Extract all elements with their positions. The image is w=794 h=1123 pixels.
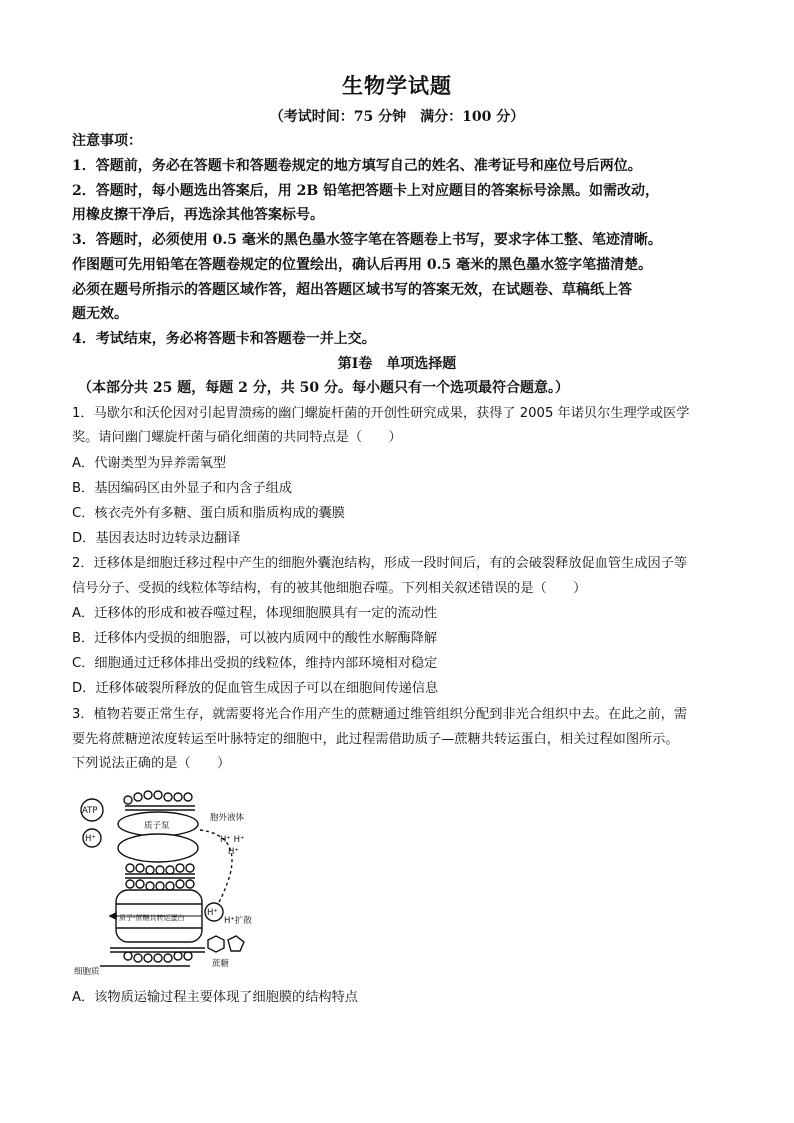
cytoplasm-label: 细胞质 xyxy=(74,967,100,977)
notice-line: 必须在题号所指示的答题区域作答，超出答题区域书写的答案无效，在试题卷、草稿纸上答 xyxy=(72,282,632,298)
sucrose-hexagon xyxy=(208,936,224,952)
atp-label: ATP xyxy=(82,806,98,816)
question-1-option-a: A．代谢类型为异养需氧型 xyxy=(72,456,227,471)
notice-line: 用橡皮擦干净后，再选涂其他答案标号。 xyxy=(72,207,324,223)
proton-single-label: H⁺ xyxy=(228,847,239,857)
sucrose-label: 蔗糖 xyxy=(212,959,230,969)
page-title: 生物学试题 xyxy=(342,73,452,98)
section-title: 第Ⅰ卷 单项选择题 xyxy=(337,356,457,372)
notice-line: 作图题可先用铅笔在答题卷规定的位置绘出，确认后再用 0.5 毫米的黑色墨水签字笔描清楚。 xyxy=(72,257,653,273)
question-3-stem: 下列说法正确的是（ ） xyxy=(72,756,231,771)
question-1-option-c: C．核衣壳外有多糖、蛋白质和脂质构成的囊膜 xyxy=(72,506,345,521)
question-2-option-c: C．细胞通过迁移体排出受损的线粒体，维持内部环境相对稳定 xyxy=(72,656,438,671)
question-1-option-d: D．基因表达时边转录边翻译 xyxy=(72,531,241,546)
lipid-bilayer-top xyxy=(124,791,195,810)
section-note: （本部分共 25 题，每题 2 分，共 50 分。每小题只有一个选项最符合题意。） xyxy=(78,380,569,396)
question-1-option-b: B．基因编码区由外显子和内含子组成 xyxy=(72,481,293,496)
question-2-option-d: D．迁移体破裂所释放的促血管生成因子可以在细胞间传递信息 xyxy=(72,681,439,696)
membrane-transport-diagram xyxy=(70,780,270,980)
question-3-option-a: A．该物质运输过程主要体现了细胞膜的结构特点 xyxy=(72,990,358,1005)
notice-line: 1．答题前，务必在答题卡和答题卷规定的地方填写自己的姓名、准考证号和座位号后两位。 xyxy=(72,158,642,174)
outside-label: 胞外液体 xyxy=(210,813,245,823)
exam-time-info: （考试时间：75 分钟 满分：100 分） xyxy=(269,109,525,125)
cotransporter-label: 质子-蔗糖共转运蛋白 xyxy=(119,914,185,922)
question-2-option-b: B．迁移体内受损的细胞器，可以被内质网中的酸性水解酶降解 xyxy=(72,631,438,646)
notice-line: 4．考试结束，务必将答题卡和答题卷一并上交。 xyxy=(72,331,376,347)
notice-line: 题无效。 xyxy=(72,306,128,322)
proton-label: H⁺ xyxy=(85,834,96,844)
question-2-stem: 2．迁移体是细胞迁移过程中产生的细胞外囊泡结构，形成一段时间后，有的会破裂释放促血管生成因子等 xyxy=(72,556,688,571)
pump-label: 质子泵 xyxy=(144,821,170,831)
notice-line: 2．答题时，每小题选出答案后，用 2B 铅笔把答题卡上对应题目的答案标号涂黑。如需改动， xyxy=(72,183,660,199)
question-3-stem: 要先将蔗糖逆浓度转运至叶脉特定的细胞中，此过程需借助质子—蔗糖共转运蛋白，相关过程如图所示。 xyxy=(72,732,679,747)
proton-label-2: H⁺ xyxy=(207,908,218,918)
question-2-stem: 信号分子、受损的线粒体等结构，有的被其他细胞吞噬。下列相关叙述错误的是（ ） xyxy=(72,581,587,596)
diffuse-label: H⁺扩散 xyxy=(224,916,252,926)
question-1-stem: 1．马歇尔和沃伦因对引起胃溃疡的幽门螺旋杆菌的开创性研究成果，获得了 2005 年诺贝尔生理学或医学 xyxy=(72,406,690,421)
question-2-option-a: A．迁移体的形成和被吞噬过程，体现细胞膜具有一定的流动性 xyxy=(72,606,438,621)
question-3-stem: 3．植物若要正常生存，就需要将光合作用产生的蔗糖通过维管组织分配到非光合组织中去。在此之前，需 xyxy=(72,707,688,722)
proton-pair-label: H⁺ H⁺ xyxy=(220,835,245,845)
sucrose-pentagon xyxy=(228,936,244,951)
notice-heading: 注意事项： xyxy=(72,133,142,149)
notice-line: 3．答题时，必须使用 0.5 毫米的黑色墨水签字笔在答题卷上书写，要求字体工整、笔迹清晰。 xyxy=(72,232,662,248)
question-1-stem: 奖。请问幽门螺旋杆菌与硝化细菌的共同特点是（ ） xyxy=(72,430,402,445)
